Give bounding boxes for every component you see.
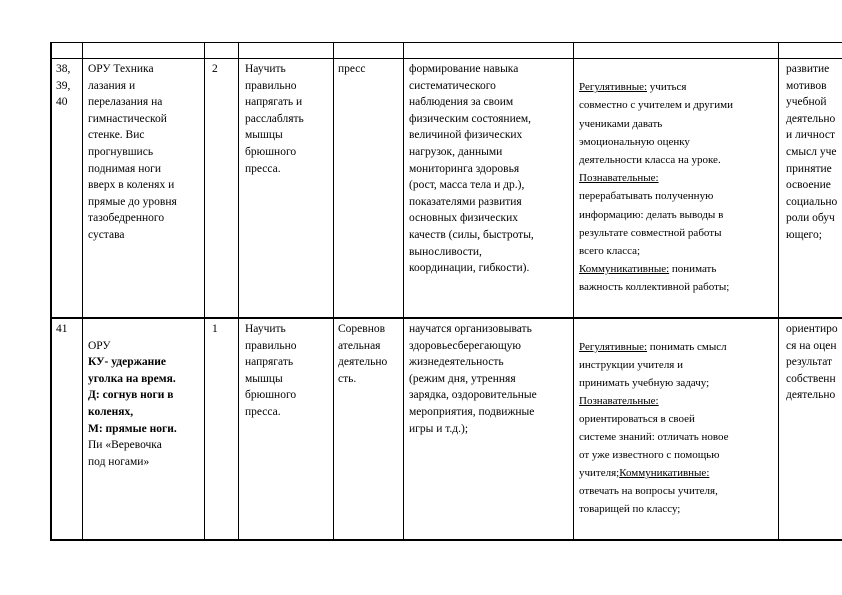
lesson-topic-bold: КУ- удержание уголка на время. Д: согнув ноги в коленях, М: прямые ноги. (88, 356, 177, 435)
column-border (778, 42, 779, 541)
header-row-bottom-border (50, 58, 842, 59)
column-border (238, 42, 239, 541)
uud-regulative-text: учиться совместно с учителем и другими учениками давать эмоциональную оценку деятельности класса на уроке. (579, 81, 733, 167)
lesson-number-cell: 38, 39, 40 (56, 63, 71, 109)
column-border (333, 42, 334, 541)
row-separator (50, 317, 842, 319)
column-border (50, 42, 52, 541)
activity-type-cell: пресс (338, 63, 366, 75)
hours-cell: 1 (212, 323, 218, 335)
lesson-topic-plain: ОРУ (88, 339, 111, 352)
personal-results-cell: ориентиро ся на оцен результат собственн деятельно (786, 323, 838, 402)
uud-communicative-text: отвечать на вопросы учителя, товарищей по классу; (579, 485, 718, 515)
personal-results-cell: развитие мотивов учебной деятельно и личност смысл уче принятие освоение социально роли обуч ющего; (786, 63, 838, 241)
uud-communicative-label: Коммуникативные: (619, 467, 710, 479)
uud-regulative-label: Регулятивные: (579, 341, 648, 353)
lesson-goal-cell: Научить правильно напрягать мышцы брюшного пресса. (245, 323, 297, 418)
uud-cell (579, 320, 778, 518)
activity-type-cell: Соревнов ательная деятельно сть. (338, 323, 388, 385)
column-border (82, 42, 83, 541)
uud-cell (579, 60, 778, 297)
table-border-top (50, 42, 842, 43)
uud-cognitive-label: Познавательные: (579, 172, 659, 185)
column-border (573, 42, 574, 541)
uud-communicative-text: понимать важность коллективной работы; (579, 263, 730, 294)
uud-cognitive-text: перерабатывать полученную информацию: делать выводы в результате совместной работы всего класса; (579, 190, 724, 258)
column-border (204, 42, 205, 541)
uud-communicative-label: Коммуникативные: (579, 263, 670, 276)
lesson-content-cell: научатся организовывать здоровьесберегающую жизнедеятельность (режим дня, утренняя зарядка, оздоровительные мероприятия, подвижные игры и т.д.); (409, 323, 537, 435)
column-border (403, 42, 404, 541)
hours-cell: 2 (212, 63, 218, 75)
uud-regulative-label: Регулятивные: (579, 81, 648, 94)
lesson-topic-tail: Пи «Веревочка под ногами» (88, 439, 162, 468)
uud-cognitive-text: ориентироваться в своей системе знаний: отличать новое от уже известного с помощью учителя; (579, 413, 729, 479)
lesson-goal-cell: Научить правильно напрягать и расслаблять мышцы брюшного пресса. (245, 63, 304, 175)
table-border-bottom (50, 539, 842, 541)
uud-regulative-text: понимать смысл инструкции учителя и принимать учебную задачу; (579, 341, 727, 389)
lesson-content-cell: формирование навыка систематического наблюдения за своим физическим состоянием, величиной физических нагрузок, данными мониторинга здоровья (рост, масса тела и др.), показателями развития основных физических качеств (силы, быстроты, выносливости, координации, гибкости). (409, 63, 534, 275)
lesson-number-cell: 41 (56, 323, 68, 335)
lesson-topic-cell: ОРУ Техника лазания и перелазания на гимнастической стенке. Вис прогнувшись поднимая ноги вверх в коленях и прямые до уровня тазобедренного сустава (88, 63, 177, 241)
uud-cognitive-label: Познавательные: (579, 395, 659, 407)
lesson-topic-cell (88, 321, 204, 470)
